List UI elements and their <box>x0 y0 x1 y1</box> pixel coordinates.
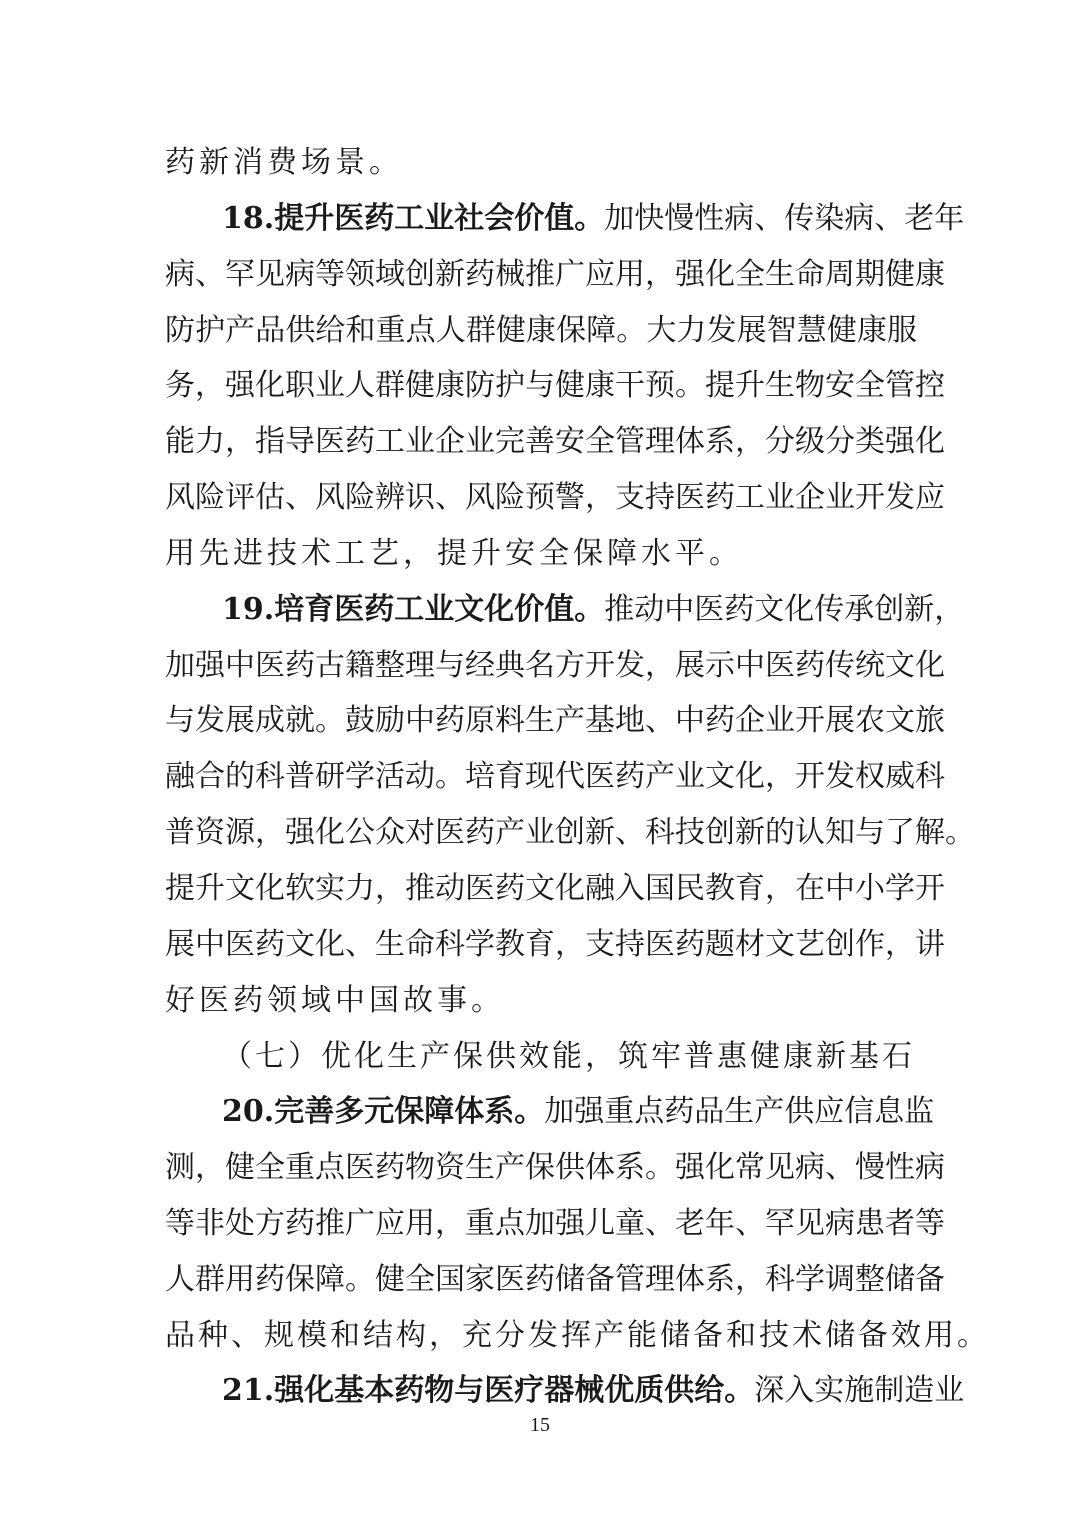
text-line: 测，健全重点医药物资生产保供体系。强化常见病、慢性病 <box>165 1150 945 1185</box>
paragraph-20-first-line <box>222 1092 935 1132</box>
text-line: 融合的科普研学活动。培育现代医药产业文化，开发权威科 <box>165 759 945 794</box>
page-number: 15 <box>530 1414 550 1436</box>
text-line: 好医药领域中国故事。 <box>165 983 505 1018</box>
text-line: 病、罕见病等领域创新药械推广应用，强化全生命周期健康 <box>165 257 945 292</box>
section-heading-18: 18.提升医药工业社会价值。 <box>222 201 605 236</box>
text-line: 提升文化软实力，推动医药文化融入国民教育，在中小学开 <box>165 871 945 906</box>
text-line: 展中医药文化、生命科学教育，支持医药题材文艺创作，讲 <box>165 927 945 962</box>
text-line: 防护产品供给和重点人群健康保障。大力发展智慧健康服 <box>165 313 917 348</box>
text-span: 推动中医药文化传承创新， <box>604 592 965 627</box>
paragraph-21-first-line <box>222 1371 965 1411</box>
text-line: 与发展成就。鼓励中药原料生产基地、中药企业开展农文旅 <box>165 703 945 738</box>
text-span: 加强重点药品生产供应信息监 <box>544 1094 935 1129</box>
section-heading-20: 20.完善多元保障体系。 <box>222 1094 545 1129</box>
text-line: 人群用药保障。健全国家医药储备管理体系，科学调整储备 <box>165 1262 945 1297</box>
text-line: 能力，指导医药工业企业完善安全管理体系，分级分类强化 <box>165 424 945 459</box>
text-line: 加强中医药古籍整理与经典名方开发，展示中医药传统文化 <box>165 648 945 683</box>
text-span: 深入实施制造业 <box>754 1373 965 1408</box>
text-line: 普资源，强化公众对医药产业创新、科技创新的认知与了解。 <box>165 815 975 850</box>
section-heading-21: 21.强化基本药物与医疗器械优质供给。 <box>222 1373 755 1408</box>
paragraph-18-first-line <box>222 199 965 239</box>
subsection-heading: （七）优化生产保供效能，筑牢普惠健康新基石 <box>222 1039 915 1074</box>
text-line: 用先进技术工艺，提升安全保障水平。 <box>165 536 743 571</box>
text-line: 务，强化职业人群健康防护与健康干预。提升生物安全管控 <box>165 368 945 403</box>
text-line: 等非处方药推广应用，重点加强儿童、老年、罕见病患者等 <box>165 1206 945 1241</box>
text-line: 药新消费场景。 <box>165 145 403 180</box>
paragraph-19-first-line <box>222 590 965 630</box>
text-line: 品种、规模和结构，充分发挥产能储备和技术储备效用。 <box>165 1318 990 1353</box>
text-line: 风险评估、风险辨识、风险预警，支持医药工业企业开发应 <box>165 480 945 515</box>
section-heading-19: 19.培育医药工业文化价值。 <box>222 592 605 627</box>
text-span: 加快慢性病、传染病、老年 <box>604 201 965 236</box>
